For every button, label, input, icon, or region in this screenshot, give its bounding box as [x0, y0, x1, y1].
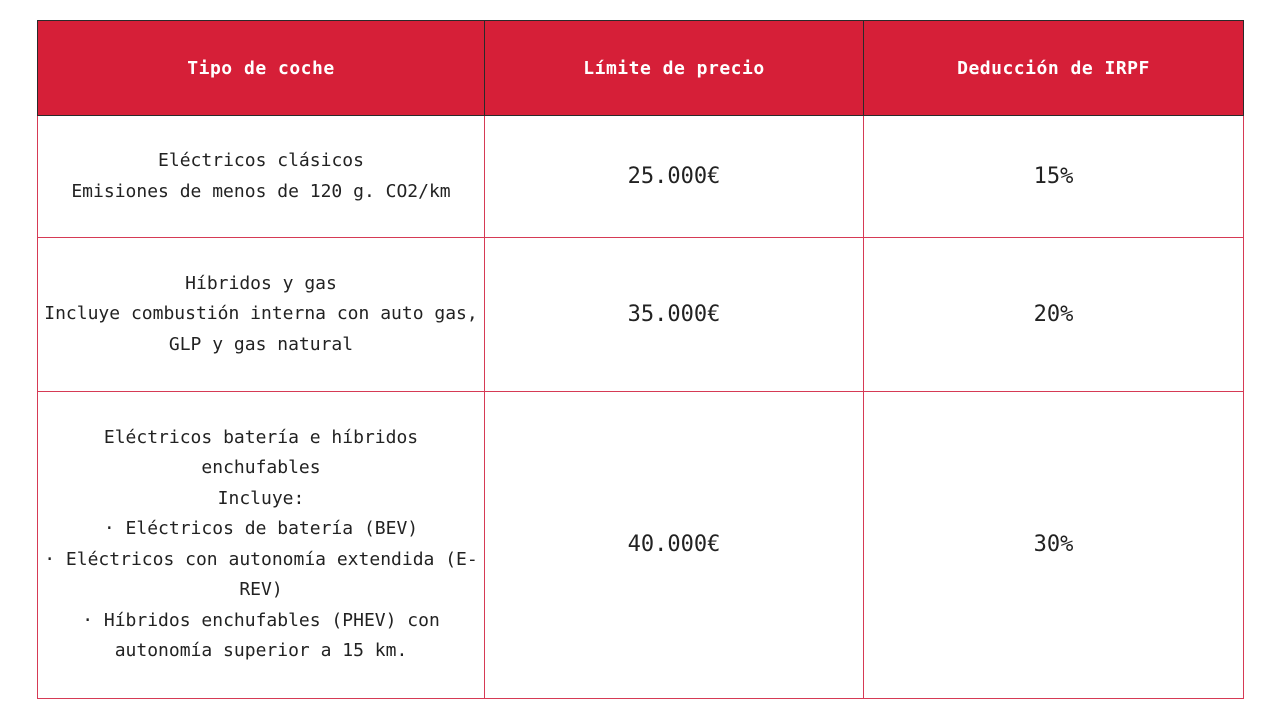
header-irpf-deduction: Deducción de IRPF	[864, 21, 1244, 116]
header-price-limit: Límite de precio	[485, 21, 864, 116]
table-row	[38, 116, 1244, 238]
car-type-title: Híbridos y gas	[185, 272, 337, 294]
deduction-cell: 15%	[864, 116, 1244, 238]
price-limit-cell: 40.000€	[485, 391, 864, 698]
header-car-type: Tipo de coche	[38, 21, 485, 116]
car-type-cell	[38, 116, 485, 238]
car-type-bullet: · Eléctricos con autonomía extendida (E-REV)	[44, 548, 478, 601]
deduction-cell: 30%	[864, 391, 1244, 698]
car-type-detail: Incluye combustión interna con auto gas, GLP y gas natural	[44, 303, 478, 355]
car-type-includes-label: Incluye:	[217, 487, 305, 509]
table-row	[38, 238, 1244, 392]
car-type-title: Eléctricos batería e híbridos enchufables	[103, 426, 419, 479]
car-type-bullet: · Híbridos enchufables (PHEV) con autonomía superior a 15 km.	[82, 609, 440, 662]
price-limit-cell: 25.000€	[485, 116, 864, 238]
car-type-detail: Emisiones de menos de 120 g. CO2/km	[71, 180, 451, 202]
table-row	[38, 391, 1244, 698]
car-type-bullet: · Eléctricos de batería (BEV)	[103, 518, 419, 540]
car-type-cell	[38, 391, 485, 698]
car-type-title: Eléctricos clásicos	[158, 150, 364, 172]
deduction-cell: 20%	[864, 238, 1244, 392]
car-type-cell	[38, 238, 485, 392]
price-limit-cell: 35.000€	[485, 238, 864, 392]
comparison-table-container	[37, 20, 1243, 699]
header-row	[38, 21, 1244, 116]
car-deduction-table	[37, 20, 1244, 699]
